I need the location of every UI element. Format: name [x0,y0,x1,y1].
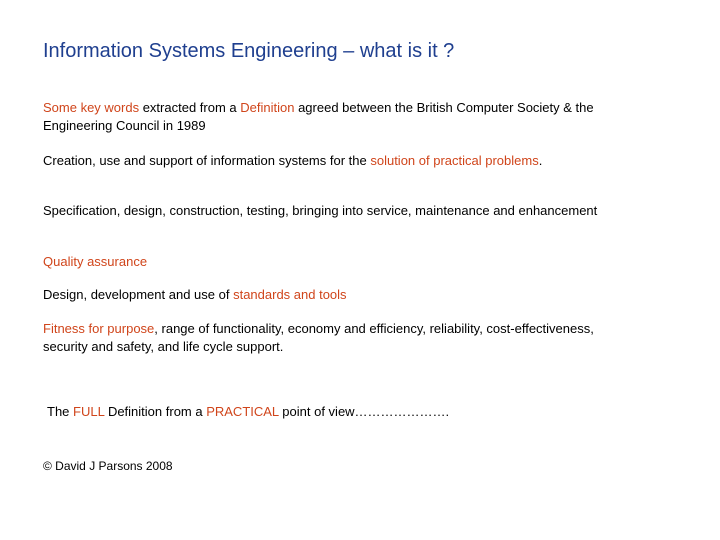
highlight-definition: Definition [240,100,295,115]
highlight-fitness: Fitness for purpose [43,321,155,336]
highlight-practical: PRACTICAL [206,404,279,419]
text-segment: point of view…………………. [278,404,450,419]
paragraph-creation [43,152,603,170]
text-segment: . [538,153,543,168]
paragraph-full-definition [47,403,607,421]
highlight-solution: solution of practical problems [370,153,539,168]
text-segment: extracted from a [139,100,241,115]
text-segment: Definition from a [104,404,207,419]
paragraph-specification [43,202,603,220]
copyright-notice: © David J Parsons 2008 [43,459,173,473]
text-segment: , range of functionality, economy and efficiency, reliability, cost-effectiveness, security and safety, and life cycle support. [43,321,594,354]
slide-title: Information Systems Engineering – what is it ? [43,40,455,62]
text-segment: The [47,404,74,419]
paragraph-fitness [43,320,603,356]
text-segment: Specification, design, construction, testing, bringing into service, maintenance and enhancement [43,203,598,218]
highlight-key-words: Some key words [43,100,140,115]
paragraph-quality [43,253,603,271]
text-segment: Creation, use and support of information systems for the [43,153,371,168]
text-segment: agreed between the British Computer Society & the Engineering Council in 1989 [43,100,594,133]
highlight-full: FULL [73,404,105,419]
highlight-quality-assurance: Quality assurance [43,254,148,269]
paragraph-standards [43,286,603,304]
text-segment: Design, development and use of [43,287,234,302]
highlight-standards-tools: standards and tools [233,287,347,302]
paragraph-key-words [43,99,603,135]
